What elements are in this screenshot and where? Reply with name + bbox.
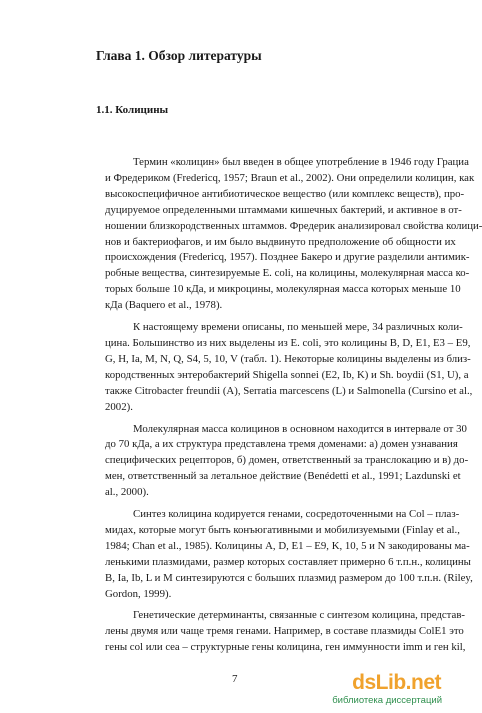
text-line: Синтез колицина кодируется генами, сосредоточенными на Col – плаз- (133, 508, 460, 521)
text-line: и Фредериком (Fredericq, 1957; Braun et al., 2002). Они определили колицин, как (105, 171, 475, 184)
text-line: дуцируемое определенными штаммами кишечных бактерий, и активное в от- (105, 203, 462, 216)
text-line: кородственных энтеробактерий Shigella sonnei (E2, Ib, K) и Sh. boydii (S1, U), а (105, 368, 469, 381)
text-line: B, Ia, Ib, L и M синтезируются с больших плазмид размером до 100 т.п.н. (Riley, (105, 571, 473, 584)
paragraph (105, 320, 473, 415)
text-line: ленькими плазмидами, размер которых составляет примерно 6 т.п.н., колицины (105, 555, 471, 568)
text-line: цина. Большинство из них выделены из E. coli, это колицины B, D, E1, E3 – E9, (105, 336, 471, 349)
paragraph (105, 155, 482, 314)
text-line: Молекулярная масса колицинов в основном находится в интервале от 30 (133, 422, 467, 435)
paragraph (105, 422, 469, 502)
text-line: G, H, Ia, M, N, Q, S4, 5, 10, V (табл. 1). Некоторые колицины выделены из близ- (105, 352, 471, 365)
paragraph (105, 507, 473, 602)
text-line: 2002). (105, 400, 133, 413)
watermark-logo: dsLib.net (352, 671, 441, 694)
text-line: 1984; Chan et al., 1985). Колицины A, D, E1 – E9, K, 10, 5 и N закодированы ма- (105, 539, 470, 552)
body-text (105, 155, 482, 662)
text-line: нов и бактериофагов, и им было выдвинуто предположение об общности их (105, 235, 456, 248)
text-line: также Citrobacter freundii (A), Serratia marcescens (L) и Salmonella (Cursino et al., (105, 384, 473, 397)
section-title: 1.1. Колицины (96, 104, 169, 116)
text-line: гены col или cea – структурные гены колицина, ген иммунности imm и ген kil, (105, 641, 466, 654)
text-line: до 70 кДа, а их структура представлена тремя доменами: а) домен узнавания (105, 438, 458, 451)
text-line: al., 2000). (105, 486, 149, 499)
chapter-title: Глава 1. Обзор литературы (96, 48, 262, 63)
text-line: лены двумя или чаще тремя генами. Например, в составе плазмиды ColE1 это (105, 625, 464, 638)
watermark-caption: библиотека диссертаций (332, 695, 442, 706)
text-line: ношении близкородственных штаммов. Фредерик анализировал свойства колици- (105, 219, 482, 232)
paragraph (105, 608, 466, 656)
text-line: специфических рецепторов, б) домен, ответственный за транслокацию и в) до- (105, 454, 469, 467)
text-line: робные вещества, синтезируемые E. coli, на колицины, молекулярная масса ко- (105, 267, 470, 280)
text-line: Термин «колицин» был введен в общее употребление в 1946 году Грациа (133, 156, 469, 168)
text-line: мен, ответственный за летальное действие (Benédetti et al., 1991; Lazdunski et (105, 470, 461, 483)
text-line: К настоящему времени описаны, по меньшей мере, 34 различных коли- (133, 321, 463, 334)
text-line: мидах, которые могут быть конъюгативными и мобилизуемыми (Finlay et al., (105, 523, 460, 536)
text-line: Генетические детерминанты, связанные с синтезом колицина, представ- (133, 609, 466, 622)
page-number: 7 (232, 673, 238, 685)
text-line: кДа (Baquero et al., 1978). (105, 299, 223, 312)
text-line: торых больше 10 кДа, и микроцины, молекулярная масса которых меньше 10 (105, 283, 461, 296)
text-line: происхождения (Fredericq, 1957). Позднее Бакеро и другие разделили антимик- (105, 251, 470, 264)
watermark[interactable] (327, 671, 442, 707)
text-line: Gordon, 1999). (105, 587, 172, 600)
text-line: высокоспецифичное антибиотическое вещество (или комплекс веществ), про- (105, 187, 465, 200)
